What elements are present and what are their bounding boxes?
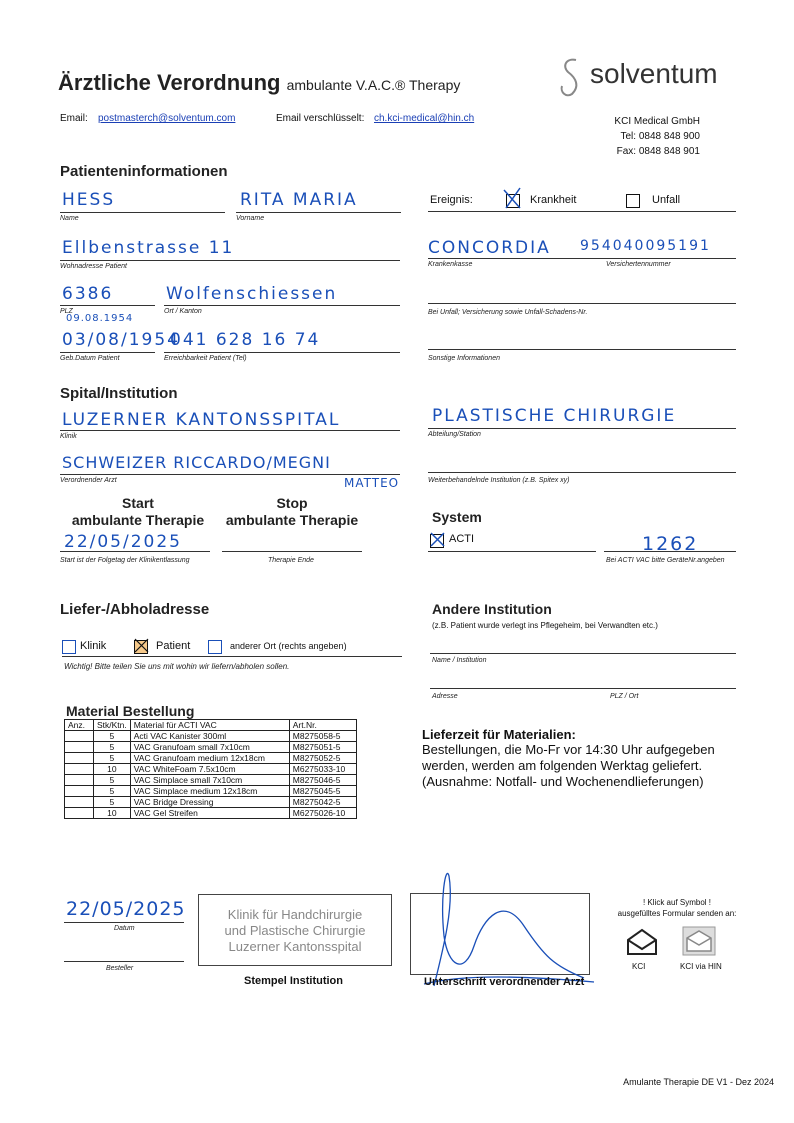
stamp-line-1: Klinik für Handchirurgie [227,907,363,922]
cell-anz[interactable] [65,808,94,819]
klinik-line [60,430,400,431]
stop-title [222,495,362,529]
title-sub: ambulante V.A.C.® Therapy [286,77,461,93]
liefer-klinik-label: Klinik [80,640,107,652]
arzt-value[interactable]: SCHWEIZER RICCARDO/MEGNI [62,453,331,472]
klick-line-1: ! Klick auf Symbol ! [642,898,712,907]
form-title [58,70,460,96]
company-tel: Tel: 0848 848 900 [620,131,700,142]
patient-ort-value[interactable]: Wolfenschiessen [166,284,338,304]
lieferzeit-text-2: werden, werden am folgenden Werktag geliefert. [422,758,703,773]
cell-stk: 5 [94,731,131,742]
acti-label: ACTI [449,533,475,545]
cell-artnr: M8275052-5 [289,753,356,764]
stop-title-2: ambulante Therapie [225,512,359,528]
material-row [65,786,357,797]
ereignis-label: Ereignis: [430,194,473,206]
unfall-box[interactable] [626,194,640,208]
stempel-caption: Stempel Institution [244,975,343,987]
solventum-logo-icon [556,56,586,98]
institution-stamp [198,894,392,966]
kci-label: KCI [632,962,646,971]
col-artnr: Art.Nr. [289,720,356,731]
cell-artnr: M8275042-5 [289,797,356,808]
patient-name-value[interactable]: HESS [62,190,116,210]
start-line [60,551,210,552]
stop-caption: Therapie Ende [268,557,314,564]
unfall-line [428,303,736,304]
acti-check-mark-icon [430,532,446,548]
company-info [590,114,700,159]
title-main: Ärztliche Verordnung [58,70,281,95]
sonstige-line [428,349,736,350]
cell-anz[interactable] [65,775,94,786]
cell-stk: 10 [94,808,131,819]
cell-anz[interactable] [65,731,94,742]
weiter-caption: Weiterbehandelnde Institution (z.B. Spitex xy) [428,477,570,484]
abteilung-line [428,428,736,429]
unterschrift-caption: Unterschrift verordnender Arzt [424,976,585,988]
material-row [65,797,357,808]
spital-section-title: Spital/Institution [60,385,178,402]
abteilung-value[interactable]: PLASTISCHE CHIRURGIE [432,406,677,426]
krankheit-check-mark-icon [502,186,524,212]
andere-hint: (z.B. Patient wurde verlegt ins Pflegeheim, bei Verwandten etc.) [432,621,658,630]
lieferzeit-title: Lieferzeit für Materialien: [422,727,576,742]
vorname-line [236,212,401,213]
krankheit-label: Krankheit [530,194,577,206]
material-row [65,808,357,819]
vers-caption: Versichertennummer [606,261,671,268]
patient-vorname-value[interactable]: RITA MARIA [240,190,358,210]
krankenkasse-value[interactable]: CONCORDIA [428,238,551,258]
material-table [64,719,357,819]
stamp-line-2: und Plastische Chirurgie [224,923,366,938]
cell-stk: 5 [94,786,131,797]
material-section-title: Material Bestellung [66,703,195,719]
material-row [65,775,357,786]
tel-line [164,352,400,353]
cell-material: VAC WhiteFoam 7.5x10cm [130,764,289,775]
andere-name-caption: Name / Institution [432,657,487,664]
ereignis-line [428,211,736,212]
name-line [60,212,225,213]
liefer-patient-check-icon [134,638,150,654]
patient-section-title: Patienteninformationen [60,163,228,180]
cell-material: VAC Gel Streifen [130,808,289,819]
material-row [65,753,357,764]
cell-material: VAC Simplace small 7x10cm [130,775,289,786]
datum-line [64,922,184,923]
cell-stk: 5 [94,753,131,764]
cell-stk: 5 [94,797,131,808]
patient-tel-value[interactable]: 041 628 16 74 [170,330,321,350]
cell-artnr: M8275046-5 [289,775,356,786]
start-date-value[interactable]: 22/05/2025 [64,532,182,552]
cell-anz[interactable] [65,764,94,775]
andere-name-line [430,653,736,654]
col-anz: Anz. [65,720,94,731]
address-caption: Wohnadresse Patient [60,263,127,270]
liefer-klinik-checkbox[interactable] [62,638,76,656]
system-line [428,551,596,552]
company-name: KCI Medical GmbH [614,116,700,127]
unfall-label: Unfall [652,194,681,206]
cell-artnr: M8275051-5 [289,742,356,753]
material-header-row [65,720,357,731]
kci-hin-label: KCI via HIN [680,962,722,971]
datum-value[interactable]: 22/05/2025 [66,898,186,920]
geraet-caption: Bei ACTI VAC bitte GeräteNr.angeben [606,557,725,564]
cell-material: VAC Simplace medium 12x18cm [130,786,289,797]
plz-caption: PLZ [60,308,73,315]
besteller-caption: Besteller [106,965,134,972]
geb-caption: Geb.Datum Patient [60,355,120,362]
email-enc-link[interactable]: ch.kci-medical@hin.ch [374,113,475,124]
liefer-anderer-label: anderer Ort (rechts angeben) [230,641,347,651]
material-row [65,731,357,742]
arzt-line [60,474,400,475]
company-fax: Fax: 0848 848 901 [616,146,700,157]
signature-scribble-icon [404,856,604,996]
kci-mail-icon[interactable] [625,928,659,956]
versichertennummer-value[interactable]: 954040095191 [580,238,711,254]
start-caption: Start ist der Folgetag der Klinikentlassung [60,557,190,564]
klick-line-2: ausgefülltes Formular senden an: [617,909,737,918]
start-title-1: Start [122,495,154,511]
geb-line [60,352,155,353]
patient-geb-value[interactable]: 03/08/1954 [62,330,180,350]
start-title [68,495,208,529]
email-label: Email: [60,113,88,124]
address-line [60,260,400,261]
system-title: System [432,509,482,525]
lieferzeit-text-1: Bestellungen, die Mo-Fr vor 14:30 Uhr aufgegeben [422,742,715,757]
arzt-value-2: MATTEO [344,476,400,490]
start-title-2: ambulante Therapie [71,512,205,528]
cell-artnr: M6275033-10 [289,764,356,775]
solventum-logo-text: solventum [590,58,718,89]
kasse-line [428,258,736,259]
cell-artnr: M6275026-10 [289,808,356,819]
liefer-anderer-checkbox[interactable] [208,638,222,656]
geraet-nr-value[interactable]: 1262 [642,533,699,555]
weiter-line [428,472,736,473]
cell-anz[interactable] [65,786,94,797]
klinik-caption: Klinik [60,433,77,440]
unfall-checkbox[interactable] [626,192,640,210]
cell-material: VAC Granufoam small 7x10cm [130,742,289,753]
col-stk: Stk/Ktn. [94,720,131,731]
liefer-patient-label: Patient [156,640,191,652]
plz-line [60,305,155,306]
geraet-line [604,551,736,552]
lieferzeit-text-3: (Ausnahme: Notfall- und Wochenendlieferungen) [422,774,704,789]
andere-section-title: Andere Institution [432,601,552,617]
kci-hin-mail-icon[interactable] [682,926,716,956]
cell-stk: 5 [94,775,131,786]
besteller-line [64,961,184,962]
material-row [65,742,357,753]
liefer-patient-checkbox[interactable] [134,638,148,656]
material-row [65,764,357,775]
acti-checkbox[interactable] [430,532,444,550]
form-version: Amulante Therapie DE V1 - Dez 2024 [623,1077,774,1087]
cell-anz[interactable] [65,753,94,764]
stop-line [222,551,362,552]
cell-anz[interactable] [65,797,94,808]
send-instructions [612,897,742,919]
klinik-value[interactable]: LUZERNER KANTONSSPITAL [62,410,341,430]
patient-address-value[interactable]: Ellbenstrasse 11 [62,238,235,258]
andere-adresse-caption: Adresse [432,693,458,700]
cell-material: Acti VAC Kanister 300ml [130,731,289,742]
cell-artnr: M8275058-5 [289,731,356,742]
cell-material: VAC Bridge Dressing [130,797,289,808]
email-enc-label: Email verschlüsselt: [276,113,365,124]
stop-title-1: Stop [276,495,308,511]
email-link[interactable]: postmasterch@solventum.com [98,113,236,124]
cell-artnr: M8275045-5 [289,786,356,797]
cell-stk: 10 [94,764,131,775]
abteilung-caption: Abteilung/Station [428,431,481,438]
stamp-line-3: Luzerner Kantonsspital [228,939,362,954]
krankheit-checkbox[interactable] [506,192,520,210]
andere-plz-caption: PLZ / Ort [610,693,639,700]
liefer-section-title: Liefer-/Abholadresse [60,601,210,618]
geb-correction: 09.08.1954 [66,313,134,324]
ort-caption: Ort / Kanton [164,308,202,315]
liefer-line [62,656,402,657]
cell-anz[interactable] [65,742,94,753]
liefer-anderer-box[interactable] [208,640,222,654]
unfall-caption: Bei Unfall; Versicherung sowie Unfall-Schadens-Nr. [428,309,588,316]
cell-material: VAC Granufoam medium 12x18cm [130,753,289,764]
cell-stk: 5 [94,742,131,753]
lieferzeit-block [422,727,715,790]
liefer-klinik-box[interactable] [62,640,76,654]
sonstige-caption: Sonstige Informationen [428,355,500,362]
liefer-hinweis: Wichtig! Bitte teilen Sie uns mit wohin wir liefern/abholen sollen. [64,662,290,671]
datum-caption: Datum [114,925,135,932]
arzt-caption: Verordnender Arzt [60,477,117,484]
kasse-caption: Krankenkasse [428,261,473,268]
vorname-caption: Vorname [236,215,265,222]
ort-line [164,305,400,306]
name-caption: Name [60,215,79,222]
andere-adresse-line [430,688,736,689]
tel-caption: Erreichbarkeit Patient (Tel) [164,355,247,362]
patient-plz-value[interactable]: 6386 [62,284,114,304]
col-material: Material für ACTI VAC [130,720,289,731]
